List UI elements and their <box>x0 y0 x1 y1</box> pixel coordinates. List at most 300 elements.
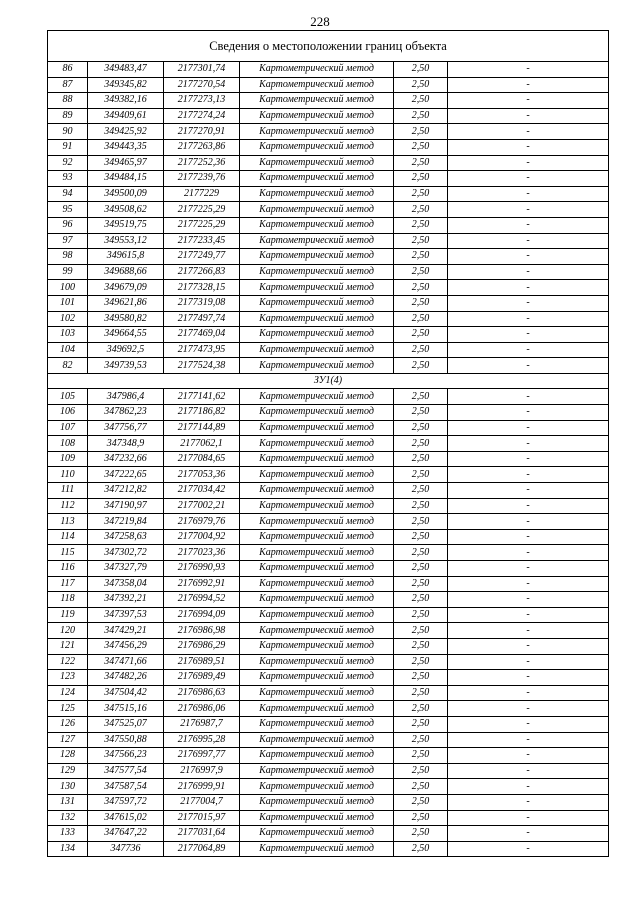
x-coordinate-cell: 347258,63 <box>88 529 164 545</box>
point-number-cell: 94 <box>48 186 88 202</box>
description-cell: - <box>448 763 609 779</box>
point-number-cell: 93 <box>48 171 88 187</box>
accuracy-cell: 2,50 <box>394 716 448 732</box>
table-row <box>48 155 609 171</box>
table-row <box>48 483 609 499</box>
accuracy-cell: 2,50 <box>394 264 448 280</box>
x-coordinate-cell: 347566,23 <box>88 748 164 764</box>
description-cell: - <box>448 561 609 577</box>
boundary-coordinates-table <box>47 30 609 857</box>
y-coordinate-cell: 2176987,7 <box>164 716 240 732</box>
accuracy-cell: 2,50 <box>394 561 448 577</box>
table-row <box>48 529 609 545</box>
y-coordinate-cell: 2176986,98 <box>164 623 240 639</box>
x-coordinate-cell: 349553,12 <box>88 233 164 249</box>
accuracy-cell: 2,50 <box>394 342 448 358</box>
x-coordinate-cell: 347515,16 <box>88 701 164 717</box>
y-coordinate-cell: 2177328,15 <box>164 280 240 296</box>
accuracy-cell: 2,50 <box>394 701 448 717</box>
x-coordinate-cell: 349443,35 <box>88 139 164 155</box>
description-cell: - <box>448 670 609 686</box>
method-cell: Картометрический метод <box>240 249 394 265</box>
point-number-cell: 130 <box>48 779 88 795</box>
table-row <box>48 405 609 421</box>
x-coordinate-cell: 347736 <box>88 841 164 857</box>
y-coordinate-cell: 2177225,29 <box>164 202 240 218</box>
method-cell: Картометрический метод <box>240 217 394 233</box>
x-coordinate-cell: 347577,54 <box>88 763 164 779</box>
point-number-cell: 97 <box>48 233 88 249</box>
description-cell: - <box>448 77 609 93</box>
point-number-cell: 110 <box>48 467 88 483</box>
accuracy-cell: 2,50 <box>394 311 448 327</box>
x-coordinate-cell: 349425,92 <box>88 124 164 140</box>
y-coordinate-cell: 2176999,91 <box>164 779 240 795</box>
x-coordinate-cell: 349382,16 <box>88 93 164 109</box>
description-cell: - <box>448 62 609 78</box>
table-row <box>48 233 609 249</box>
x-coordinate-cell: 347756,77 <box>88 420 164 436</box>
point-number-cell: 107 <box>48 420 88 436</box>
accuracy-cell: 2,50 <box>394 545 448 561</box>
description-cell: - <box>448 186 609 202</box>
accuracy-cell: 2,50 <box>394 451 448 467</box>
method-cell: Картометрический метод <box>240 545 394 561</box>
method-cell: Картометрический метод <box>240 748 394 764</box>
accuracy-cell: 2,50 <box>394 794 448 810</box>
x-coordinate-cell: 349688,66 <box>88 264 164 280</box>
accuracy-cell: 2,50 <box>394 467 448 483</box>
description-cell: - <box>448 358 609 374</box>
table-row <box>48 108 609 124</box>
x-coordinate-cell: 347190,97 <box>88 498 164 514</box>
description-cell: - <box>448 124 609 140</box>
description-cell: - <box>448 498 609 514</box>
method-cell: Картометрический метод <box>240 155 394 171</box>
y-coordinate-cell: 2176995,28 <box>164 732 240 748</box>
table-row <box>48 826 609 842</box>
point-number-cell: 115 <box>48 545 88 561</box>
method-cell: Картометрический метод <box>240 124 394 140</box>
y-coordinate-cell: 2176997,9 <box>164 763 240 779</box>
x-coordinate-cell: 347615,02 <box>88 810 164 826</box>
method-cell: Картометрический метод <box>240 623 394 639</box>
y-coordinate-cell: 2177263,86 <box>164 139 240 155</box>
point-number-cell: 96 <box>48 217 88 233</box>
accuracy-cell: 2,50 <box>394 483 448 499</box>
table-row <box>48 186 609 202</box>
description-cell: - <box>448 342 609 358</box>
method-cell: Картометрический метод <box>240 280 394 296</box>
table-row <box>48 654 609 670</box>
accuracy-cell: 2,50 <box>394 108 448 124</box>
y-coordinate-cell: 2177186,82 <box>164 405 240 421</box>
description-cell: - <box>448 295 609 311</box>
table-row <box>48 576 609 592</box>
accuracy-cell: 2,50 <box>394 514 448 530</box>
y-coordinate-cell: 2177473,95 <box>164 342 240 358</box>
point-number-cell: 109 <box>48 451 88 467</box>
accuracy-cell: 2,50 <box>394 638 448 654</box>
table-row <box>48 592 609 608</box>
x-coordinate-cell: 347525,07 <box>88 716 164 732</box>
y-coordinate-cell: 2177233,45 <box>164 233 240 249</box>
description-cell: - <box>448 233 609 249</box>
table-row <box>48 62 609 78</box>
description-cell: - <box>448 685 609 701</box>
accuracy-cell: 2,50 <box>394 77 448 93</box>
point-number-cell: 127 <box>48 732 88 748</box>
point-number-cell: 95 <box>48 202 88 218</box>
accuracy-cell: 2,50 <box>394 748 448 764</box>
accuracy-cell: 2,50 <box>394 358 448 374</box>
x-coordinate-cell: 349508,62 <box>88 202 164 218</box>
x-coordinate-cell: 347219,84 <box>88 514 164 530</box>
x-coordinate-cell: 349519,75 <box>88 217 164 233</box>
x-coordinate-cell: 349500,09 <box>88 186 164 202</box>
method-cell: Картометрический метод <box>240 763 394 779</box>
point-number-cell: 89 <box>48 108 88 124</box>
method-cell: Картометрический метод <box>240 62 394 78</box>
y-coordinate-cell: 2176997,77 <box>164 748 240 764</box>
x-coordinate-cell: 347471,66 <box>88 654 164 670</box>
table-row <box>48 217 609 233</box>
method-cell: Картометрический метод <box>240 826 394 842</box>
section-header-row <box>48 373 609 389</box>
x-coordinate-cell: 347397,53 <box>88 607 164 623</box>
accuracy-cell: 2,50 <box>394 763 448 779</box>
method-cell: Картометрический метод <box>240 171 394 187</box>
accuracy-cell: 2,50 <box>394 732 448 748</box>
table-title: Сведения о местоположении границ объекта <box>48 31 609 62</box>
method-cell: Картометрический метод <box>240 327 394 343</box>
method-cell: Картометрический метод <box>240 841 394 857</box>
accuracy-cell: 2,50 <box>394 420 448 436</box>
y-coordinate-cell: 2177053,36 <box>164 467 240 483</box>
table-row <box>48 685 609 701</box>
description-cell: - <box>448 405 609 421</box>
method-cell: Картометрический метод <box>240 358 394 374</box>
point-number-cell: 129 <box>48 763 88 779</box>
point-number-cell: 124 <box>48 685 88 701</box>
accuracy-cell: 2,50 <box>394 280 448 296</box>
description-cell: - <box>448 108 609 124</box>
x-coordinate-cell: 347550,88 <box>88 732 164 748</box>
description-cell: - <box>448 529 609 545</box>
y-coordinate-cell: 2177497,74 <box>164 311 240 327</box>
method-cell: Картометрический метод <box>240 716 394 732</box>
y-coordinate-cell: 2177266,83 <box>164 264 240 280</box>
accuracy-cell: 2,50 <box>394 623 448 639</box>
description-cell: - <box>448 826 609 842</box>
description-cell: - <box>448 171 609 187</box>
table-row <box>48 420 609 436</box>
table-row <box>48 841 609 857</box>
table-row <box>48 451 609 467</box>
point-number-cell: 118 <box>48 592 88 608</box>
y-coordinate-cell: 2177023,36 <box>164 545 240 561</box>
table-row <box>48 77 609 93</box>
y-coordinate-cell: 2177301,74 <box>164 62 240 78</box>
point-number-cell: 98 <box>48 249 88 265</box>
x-coordinate-cell: 349679,09 <box>88 280 164 296</box>
accuracy-cell: 2,50 <box>394 810 448 826</box>
method-cell: Картометрический метод <box>240 202 394 218</box>
y-coordinate-cell: 2177002,21 <box>164 498 240 514</box>
accuracy-cell: 2,50 <box>394 436 448 452</box>
x-coordinate-cell: 347348,9 <box>88 436 164 452</box>
description-cell: - <box>448 451 609 467</box>
x-coordinate-cell: 347504,42 <box>88 685 164 701</box>
method-cell: Картометрический метод <box>240 607 394 623</box>
method-cell: Картометрический метод <box>240 638 394 654</box>
x-coordinate-cell: 349580,82 <box>88 311 164 327</box>
point-number-cell: 86 <box>48 62 88 78</box>
description-cell: - <box>448 716 609 732</box>
y-coordinate-cell: 2177239,76 <box>164 171 240 187</box>
table-row <box>48 311 609 327</box>
y-coordinate-cell: 2177270,54 <box>164 77 240 93</box>
method-cell: Картометрический метод <box>240 295 394 311</box>
accuracy-cell: 2,50 <box>394 139 448 155</box>
accuracy-cell: 2,50 <box>394 607 448 623</box>
method-cell: Картометрический метод <box>240 389 394 405</box>
accuracy-cell: 2,50 <box>394 233 448 249</box>
description-cell: - <box>448 155 609 171</box>
y-coordinate-cell: 2176986,29 <box>164 638 240 654</box>
x-coordinate-cell: 347647,22 <box>88 826 164 842</box>
table-row <box>48 93 609 109</box>
table-row <box>48 295 609 311</box>
accuracy-cell: 2,50 <box>394 327 448 343</box>
description-cell: - <box>448 701 609 717</box>
point-number-cell: 99 <box>48 264 88 280</box>
point-number-cell: 121 <box>48 638 88 654</box>
y-coordinate-cell: 2177319,08 <box>164 295 240 311</box>
description-cell: - <box>448 654 609 670</box>
x-coordinate-cell: 347862,23 <box>88 405 164 421</box>
y-coordinate-cell: 2177141,62 <box>164 389 240 405</box>
point-number-cell: 105 <box>48 389 88 405</box>
table-row <box>48 545 609 561</box>
method-cell: Картометрический метод <box>240 77 394 93</box>
table-row <box>48 623 609 639</box>
y-coordinate-cell: 2176990,93 <box>164 561 240 577</box>
method-cell: Картометрический метод <box>240 342 394 358</box>
y-coordinate-cell: 2177031,64 <box>164 826 240 842</box>
table-row <box>48 514 609 530</box>
y-coordinate-cell: 2177273,13 <box>164 93 240 109</box>
point-number-cell: 108 <box>48 436 88 452</box>
point-number-cell: 122 <box>48 654 88 670</box>
description-cell: - <box>448 576 609 592</box>
accuracy-cell: 2,50 <box>394 171 448 187</box>
x-coordinate-cell: 349692,5 <box>88 342 164 358</box>
y-coordinate-cell: 2177225,29 <box>164 217 240 233</box>
table-row <box>48 716 609 732</box>
description-cell: - <box>448 327 609 343</box>
y-coordinate-cell: 2176989,51 <box>164 654 240 670</box>
accuracy-cell: 2,50 <box>394 498 448 514</box>
page-number: 228 <box>310 14 330 29</box>
point-number-cell: 133 <box>48 826 88 842</box>
point-number-cell: 134 <box>48 841 88 857</box>
description-cell: - <box>448 311 609 327</box>
method-cell: Картометрический метод <box>240 311 394 327</box>
description-cell: - <box>448 748 609 764</box>
accuracy-cell: 2,50 <box>394 654 448 670</box>
y-coordinate-cell: 2177034,42 <box>164 483 240 499</box>
description-cell: - <box>448 467 609 483</box>
description-cell: - <box>448 389 609 405</box>
description-cell: - <box>448 217 609 233</box>
description-cell: - <box>448 794 609 810</box>
description-cell: - <box>448 420 609 436</box>
table-row <box>48 280 609 296</box>
accuracy-cell: 2,50 <box>394 592 448 608</box>
method-cell: Картометрический метод <box>240 186 394 202</box>
y-coordinate-cell: 2177249,77 <box>164 249 240 265</box>
y-coordinate-cell: 2176979,76 <box>164 514 240 530</box>
accuracy-cell: 2,50 <box>394 576 448 592</box>
x-coordinate-cell: 349621,86 <box>88 295 164 311</box>
description-cell: - <box>448 514 609 530</box>
description-cell: - <box>448 545 609 561</box>
table-row <box>48 701 609 717</box>
point-number-cell: 100 <box>48 280 88 296</box>
point-number-cell: 90 <box>48 124 88 140</box>
x-coordinate-cell: 347212,82 <box>88 483 164 499</box>
x-coordinate-cell: 347302,72 <box>88 545 164 561</box>
x-coordinate-cell: 349739,53 <box>88 358 164 374</box>
accuracy-cell: 2,50 <box>394 155 448 171</box>
point-number-cell: 125 <box>48 701 88 717</box>
method-cell: Картометрический метод <box>240 685 394 701</box>
point-number-cell: 132 <box>48 810 88 826</box>
accuracy-cell: 2,50 <box>394 202 448 218</box>
method-cell: Картометрический метод <box>240 701 394 717</box>
x-coordinate-cell: 347587,54 <box>88 779 164 795</box>
table-row <box>48 249 609 265</box>
x-coordinate-cell: 347222,65 <box>88 467 164 483</box>
method-cell: Картометрический метод <box>240 436 394 452</box>
point-number-cell: 91 <box>48 139 88 155</box>
accuracy-cell: 2,50 <box>394 62 448 78</box>
method-cell: Картометрический метод <box>240 498 394 514</box>
y-coordinate-cell: 2176992,91 <box>164 576 240 592</box>
table-row <box>48 561 609 577</box>
description-cell: - <box>448 280 609 296</box>
method-cell: Картометрический метод <box>240 794 394 810</box>
x-coordinate-cell: 347986,4 <box>88 389 164 405</box>
table-row <box>48 358 609 374</box>
point-number-cell: 120 <box>48 623 88 639</box>
y-coordinate-cell: 2177274,24 <box>164 108 240 124</box>
y-coordinate-cell: 2177144,89 <box>164 420 240 436</box>
description-cell: - <box>448 638 609 654</box>
table-row <box>48 498 609 514</box>
description-cell: - <box>448 139 609 155</box>
method-cell: Картометрический метод <box>240 592 394 608</box>
description-cell: - <box>448 732 609 748</box>
accuracy-cell: 2,50 <box>394 779 448 795</box>
description-cell: - <box>448 436 609 452</box>
table-title-row <box>48 31 609 62</box>
description-cell: - <box>448 483 609 499</box>
table-row <box>48 389 609 405</box>
method-cell: Картометрический метод <box>240 420 394 436</box>
table-row <box>48 139 609 155</box>
description-cell: - <box>448 264 609 280</box>
table-row <box>48 779 609 795</box>
y-coordinate-cell: 2176994,09 <box>164 607 240 623</box>
y-coordinate-cell: 2176986,63 <box>164 685 240 701</box>
point-number-cell: 126 <box>48 716 88 732</box>
y-coordinate-cell: 2177004,92 <box>164 529 240 545</box>
accuracy-cell: 2,50 <box>394 249 448 265</box>
point-number-cell: 88 <box>48 93 88 109</box>
description-cell: - <box>448 592 609 608</box>
method-cell: Картометрический метод <box>240 732 394 748</box>
method-cell: Картометрический метод <box>240 264 394 280</box>
x-coordinate-cell: 347327,79 <box>88 561 164 577</box>
point-number-cell: 82 <box>48 358 88 374</box>
accuracy-cell: 2,50 <box>394 186 448 202</box>
point-number-cell: 112 <box>48 498 88 514</box>
description-cell: - <box>448 249 609 265</box>
section-label: ЗУ1(4) <box>48 373 609 389</box>
point-number-cell: 128 <box>48 748 88 764</box>
table-row <box>48 436 609 452</box>
y-coordinate-cell: 2177062,1 <box>164 436 240 452</box>
point-number-cell: 131 <box>48 794 88 810</box>
y-coordinate-cell: 2177270,91 <box>164 124 240 140</box>
y-coordinate-cell: 2176986,06 <box>164 701 240 717</box>
method-cell: Картометрический метод <box>240 561 394 577</box>
point-number-cell: 119 <box>48 607 88 623</box>
accuracy-cell: 2,50 <box>394 685 448 701</box>
accuracy-cell: 2,50 <box>394 124 448 140</box>
point-number-cell: 101 <box>48 295 88 311</box>
x-coordinate-cell: 349615,8 <box>88 249 164 265</box>
description-cell: - <box>448 841 609 857</box>
accuracy-cell: 2,50 <box>394 529 448 545</box>
method-cell: Картометрический метод <box>240 810 394 826</box>
table-body <box>48 31 609 857</box>
description-cell: - <box>448 93 609 109</box>
method-cell: Картометрический метод <box>240 233 394 249</box>
table-row <box>48 202 609 218</box>
x-coordinate-cell: 349483,47 <box>88 62 164 78</box>
method-cell: Картометрический метод <box>240 451 394 467</box>
table-row <box>48 124 609 140</box>
y-coordinate-cell: 2177252,36 <box>164 155 240 171</box>
method-cell: Картометрический метод <box>240 654 394 670</box>
y-coordinate-cell: 2177084,65 <box>164 451 240 467</box>
point-number-cell: 103 <box>48 327 88 343</box>
table-row <box>48 732 609 748</box>
x-coordinate-cell: 347482,26 <box>88 670 164 686</box>
accuracy-cell: 2,50 <box>394 405 448 421</box>
point-number-cell: 106 <box>48 405 88 421</box>
method-cell: Картометрический метод <box>240 670 394 686</box>
y-coordinate-cell: 2177524,38 <box>164 358 240 374</box>
method-cell: Картометрический метод <box>240 108 394 124</box>
point-number-cell: 111 <box>48 483 88 499</box>
table-row <box>48 794 609 810</box>
method-cell: Картометрический метод <box>240 779 394 795</box>
point-number-cell: 104 <box>48 342 88 358</box>
